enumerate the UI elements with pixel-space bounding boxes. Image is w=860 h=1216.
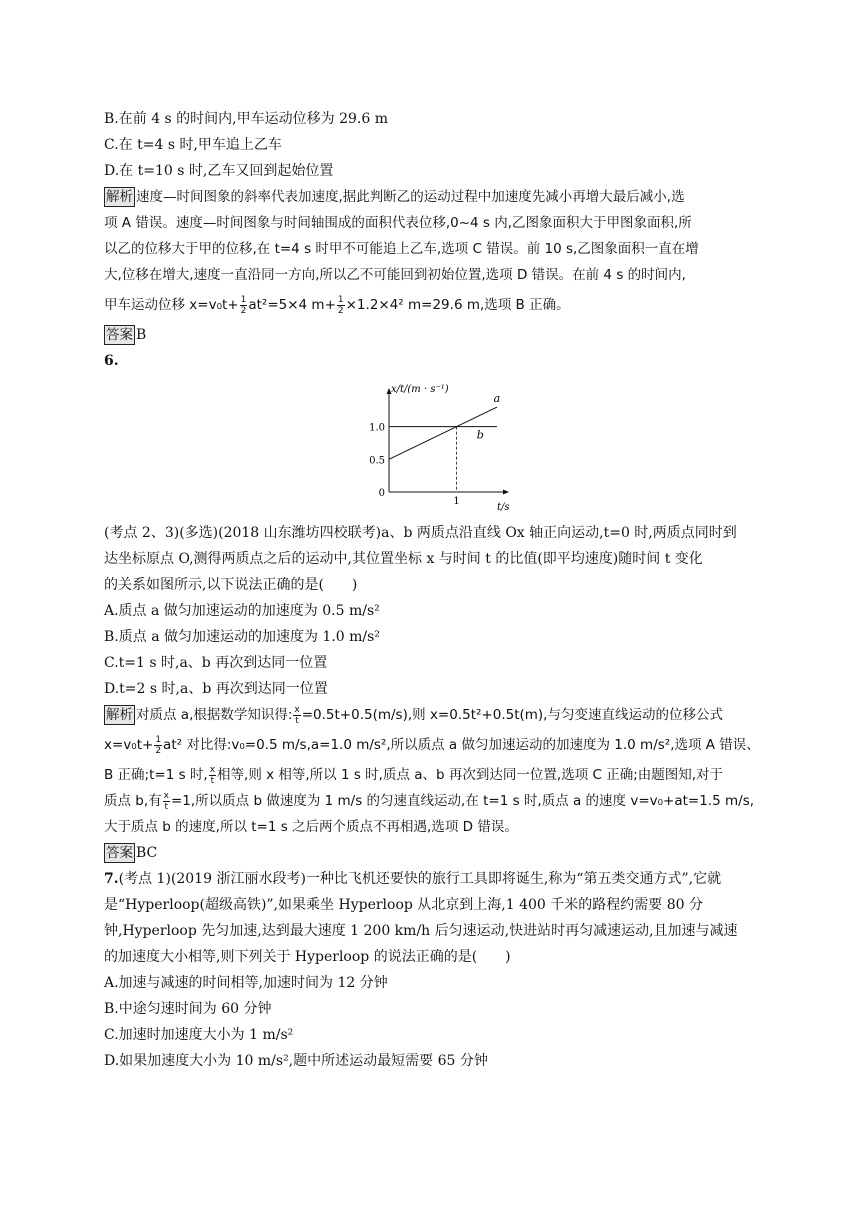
q5-analysis-line: 甲车运动位移 x=v₀t+ $\frac{1}{2}$ at²=5×4 m+ $\frac{1}{2}$ ×1.2×4² m=29.6 m,选项 B 正确。 xyxy=(104,294,570,316)
y-tick-label: 0.5 xyxy=(369,455,385,467)
q5-option-c: C.在 t=4 s 时,甲车追上乙车 xyxy=(104,137,282,153)
q5-analysis-line: 大,位移在增大,速度一直沿同一方向,所以乙不可能回到初始位置,选项 D 错误。在前 4 s 的时间内, xyxy=(104,267,686,283)
q6-analysis-line: 解析 对质点 a,根据数学知识得: $\frac{x}{t}$ =0.5t+0.5(m/s),则 x=0.5t²+0.5t(m),与匀变速直线运动的位移公式 xyxy=(106,704,723,726)
analysis-tag: 解析 xyxy=(106,189,133,205)
y-tick-label: 0 xyxy=(378,488,385,499)
q7-option-d: D.如果加速度大小为 10 m/s²,题中所述运动最短需要 65 分钟 xyxy=(104,1053,488,1069)
q7-stem-line: 钟,Hyperloop 先匀加速,达到最大速度 1 200 km/h 后匀速运动,快进站时再匀减速运动,且加速与减速 xyxy=(104,923,738,939)
x-axis-label: t/s xyxy=(497,502,510,513)
q7-option-b: B.中途匀速时间为 60 分钟 xyxy=(104,1001,272,1017)
q6-analysis-line: 质点 b,有 $\frac{x}{t}$ =1,所以质点 b 做速度为 1 m/s 的匀速直线运动,在 t=1 s 时,质点 a 的速度 v=v₀+at=1.5 m/s, xyxy=(104,790,755,812)
q6-stem-line: 达坐标原点 O,测得两质点之后的运动中,其位置坐标 x 与时间 t 的比值(即平均速度)随时间 t 变化 xyxy=(104,551,703,567)
q6-analysis-line: x=v₀t+ $\frac{1}{2}$ at² 对比得:v₀=0.5 m/s,a=1.0 m/s²,所以质点 a 做匀加速运动的加速度为 1.0 m/s²,选项 A 错误、 xyxy=(104,734,760,756)
q7-stem-line: 的加速度大小相等,则下列关于 Hyperloop 的说法正确的是( ) xyxy=(104,949,511,965)
document-page xyxy=(104,106,760,1074)
q5-option-d: D.在 t=10 s 时,乙车又回到起始位置 xyxy=(104,163,334,179)
q6-option-a: A.质点 a 做匀加速运动的加速度为 0.5 m/s² xyxy=(104,603,380,619)
fraction: $\frac{x}{t}$ xyxy=(163,790,169,812)
q5-answer: 答案 B xyxy=(106,327,147,343)
fraction: $\frac{1}{2}$ xyxy=(155,734,162,756)
q6-analysis-line: B 正确;t=1 s 时, $\frac{x}{t}$ 相等,则 x 相等,所以 1 s 时,质点 a、b 再次到达同一位置,选项 C 正确;由题图知,对于 xyxy=(104,764,724,786)
q7-stem-line: 7.(考点 1)(2019 浙江丽水段考)一种比飞机还要快的旅行工具即将诞生,称为“第五类交通方式”,它就 xyxy=(104,871,722,887)
q7-stem-line: 是“Hyperloop(超级高铁)”,如果乘坐 Hyperloop 从北京到上海,1 400 千米的路程约需要 80 分 xyxy=(104,897,703,913)
fraction: $\frac{1}{2}$ xyxy=(337,294,344,316)
series-label-a: a xyxy=(493,391,501,405)
q5-option-b: B.在前 4 s 的时间内,甲车运动位移为 29.6 m xyxy=(104,111,388,127)
q6-option-d: D.t=2 s 时,a、b 再次到达同一位置 xyxy=(104,681,328,697)
q5-analysis-line: 项 A 错误。速度—时间图象与时间轴围成的面积代表位移,0~4 s 内,乙图象面积大于甲图象面积,所 xyxy=(104,215,692,231)
answer-tag: 答案 xyxy=(106,845,133,861)
q6-stem-line: (考点 2、3)(多选)(2018 山东潍坊四校联考)a、b 两质点沿直线 Ox 轴正向运动,t=0 时,两质点同时到 xyxy=(104,525,737,541)
x-axis-arrow xyxy=(503,490,509,495)
q6-answer: 答案 BC xyxy=(106,845,158,861)
q6-option-c: C.t=1 s 时,a、b 再次到达同一位置 xyxy=(104,655,328,671)
q5-analysis-line: 解析 速度—时间图象的斜率代表加速度,据此判断乙的运动过程中加速度先减小再增大最后减小,选 xyxy=(106,189,685,205)
fraction: $\frac{x}{t}$ xyxy=(294,704,300,726)
q6-stem-line: 的关系如图所示,以下说法正确的是( ) xyxy=(104,577,358,593)
q7-option-c: C.加速时加速度大小为 1 m/s² xyxy=(104,1027,294,1043)
q7-number: 7. xyxy=(104,871,119,887)
y-axis-label: x/t/(m · s⁻¹) xyxy=(391,384,449,395)
q7-option-a: A.加速与减速的时间相等,加速时间为 12 分钟 xyxy=(104,975,388,991)
q6-analysis-line: 大于质点 b 的速度,所以 t=1 s 之后两个质点不再相遇,选项 D 错误。 xyxy=(104,819,518,835)
x-tick-label: 1 xyxy=(453,496,460,507)
q6-figure xyxy=(104,378,754,518)
fraction: $\frac{x}{t}$ xyxy=(209,764,216,786)
y-tick-label: 1.0 xyxy=(369,422,385,434)
fraction: $\frac{1}{2}$ xyxy=(240,294,247,316)
analysis-tag: 解析 xyxy=(106,707,133,723)
q6-option-b: B.质点 a 做匀加速运动的加速度为 1.0 m/s² xyxy=(104,629,380,645)
answer-tag: 答案 xyxy=(106,327,133,343)
q6-number: 6. xyxy=(104,353,119,369)
q5-analysis-line: 以乙的位移大于甲的位移,在 t=4 s 时甲不可能追上乙车,选项 C 错误。前 10 s,乙图象面积一直在增 xyxy=(104,241,699,257)
series-label-b: b xyxy=(476,428,484,442)
xt-chart xyxy=(359,378,519,514)
